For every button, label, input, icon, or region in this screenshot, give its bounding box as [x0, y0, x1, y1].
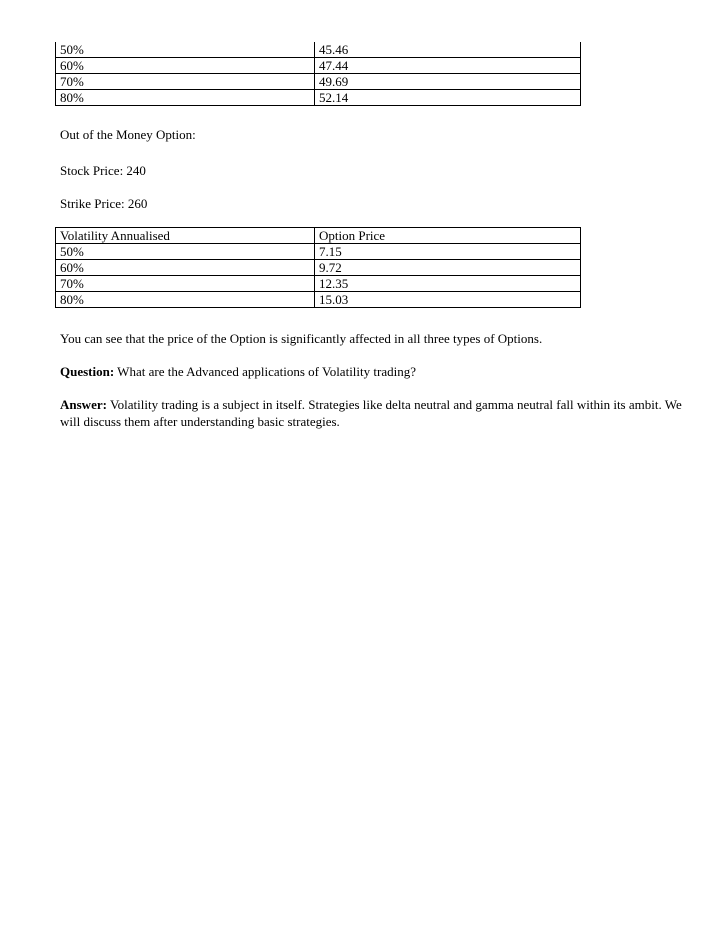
- volatility-cell: 70%: [56, 276, 315, 292]
- table-row: [56, 260, 581, 276]
- table-row: [56, 74, 581, 90]
- option-price-cell: 9.72: [315, 260, 581, 276]
- volatility-price-table-continued: [55, 42, 581, 106]
- table-row: [56, 292, 581, 308]
- volatility-cell: 60%: [56, 58, 315, 74]
- option-price-cell: 52.14: [315, 90, 581, 106]
- table-row: [56, 58, 581, 74]
- answer-paragraph: [60, 396, 685, 430]
- volatility-cell: 70%: [56, 74, 315, 90]
- stock-price-line: Stock Price: 240: [60, 163, 146, 178]
- strike-price-line: Strike Price: 260: [60, 196, 148, 211]
- table-row: [56, 244, 581, 260]
- option-price-header: Option Price: [315, 228, 581, 244]
- volatility-cell: 80%: [56, 292, 315, 308]
- answer-text: Volatility trading is a subject in itself. Strategies like delta neutral and gamma neutral fall within its ambit. We will discuss them after understanding basic strategies.: [60, 397, 682, 429]
- table-header-row: [56, 228, 581, 244]
- option-price-cell: 47.44: [315, 58, 581, 74]
- table-row: [56, 42, 581, 58]
- volatility-price-table: [55, 227, 581, 308]
- question-text: What are the Advanced applications of Volatility trading?: [114, 364, 416, 379]
- table-row: [56, 276, 581, 292]
- answer-label: Answer:: [60, 397, 107, 412]
- volatility-cell: 50%: [56, 42, 315, 58]
- option-price-cell: 45.46: [315, 42, 581, 58]
- summary-paragraph: You can see that the price of the Option is significantly affected in all three types of Options.: [60, 331, 543, 346]
- volatility-cell: 80%: [56, 90, 315, 106]
- volatility-header: Volatility Annualised: [56, 228, 315, 244]
- volatility-cell: 60%: [56, 260, 315, 276]
- volatility-cell: 50%: [56, 244, 315, 260]
- question-paragraph: [60, 363, 680, 380]
- section-title: Out of the Money Option:: [60, 127, 196, 142]
- option-price-cell: 49.69: [315, 74, 581, 90]
- table-row: [56, 90, 581, 106]
- option-price-cell: 12.35: [315, 276, 581, 292]
- option-price-cell: 15.03: [315, 292, 581, 308]
- question-label: Question:: [60, 364, 115, 379]
- option-price-cell: 7.15: [315, 244, 581, 260]
